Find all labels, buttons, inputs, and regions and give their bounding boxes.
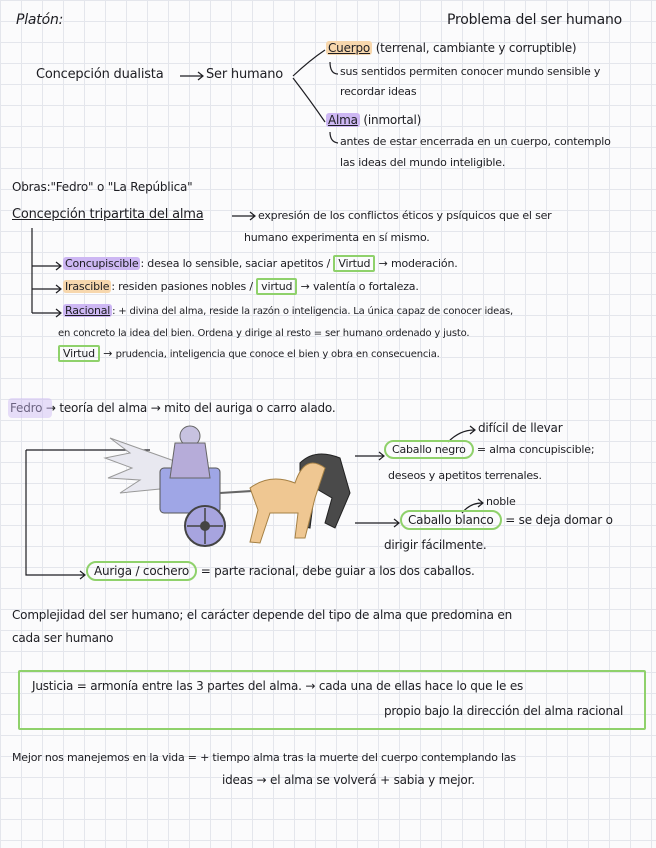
racional-label: Racional	[65, 304, 111, 317]
page-title: Platón:	[16, 12, 64, 28]
dualista-label: Concepción dualista	[36, 67, 164, 82]
ser-humano-label: Ser humano	[206, 67, 284, 82]
irascible-text: : residen pasiones nobles /	[111, 280, 253, 293]
caballo-blanco-line	[400, 514, 613, 528]
concupiscible-text: : desea lo sensible, saciar apetitos /	[140, 257, 331, 270]
concupiscible-line	[63, 258, 458, 271]
virtud-text: prudencia, inteligencia que conoce el bien y obra en consecuencia.	[115, 349, 440, 360]
caballo-negro-line	[384, 444, 594, 457]
fedro-line	[10, 402, 335, 416]
tripartita-desc-1: expresión de los conflictos éticos y psíquicos que el ser	[258, 209, 552, 222]
virtud-line	[58, 348, 440, 361]
auriga-text: = parte racional, debe guiar a los dos caballos.	[200, 564, 475, 578]
complejidad-line-2: cada ser humano	[12, 631, 114, 645]
cuerpo-detail-1: sus sentidos permiten conocer mundo sensible y	[340, 65, 601, 78]
alma-label: Alma	[328, 113, 358, 127]
auriga-line	[86, 565, 475, 579]
justicia-line-1: Justicia = armonía entre las 3 partes del alma. → cada una de ellas hace lo que le es	[32, 679, 524, 693]
caballo-negro-text: = alma concupiscible;	[476, 443, 595, 456]
irascible-line	[63, 281, 419, 294]
noble-text: noble	[486, 495, 516, 508]
virtud-arrow: →	[103, 347, 113, 360]
caballo-blanco-text-2: dirigir fácilmente.	[384, 538, 487, 552]
alma-detail-1: antes de estar encerrada en un cuerpo, contemplo	[340, 135, 611, 148]
caballo-blanco-label: Caballo blanco	[400, 510, 502, 530]
irascible-virtud: virtud	[256, 278, 297, 295]
justicia-line-2: propio bajo la dirección del alma racional	[384, 704, 624, 718]
cuerpo-label: Cuerpo	[328, 41, 371, 55]
concupiscible-end: moderación.	[390, 257, 458, 270]
tripartita-title: Concepción tripartita del alma	[12, 207, 204, 222]
irascible-end: valentía o fortaleza.	[312, 280, 419, 293]
complejidad-line-1: Complejidad del ser humano; el carácter depende del tipo de alma que predomina en	[12, 608, 512, 622]
mejor-line-1: Mejor nos manejemos en la vida = + tiempo alma tras la muerte del cuerpo contemplando las	[12, 751, 516, 764]
page-subtitle: Problema del ser humano	[447, 12, 623, 28]
racional-line	[63, 305, 513, 318]
cuerpo-desc: (terrenal, cambiante y corruptible)	[375, 41, 577, 55]
dificil-text: difícil de llevar	[478, 421, 563, 435]
cuerpo-line	[326, 42, 576, 56]
caballo-negro-text-2: deseos y apetitos terrenales.	[388, 469, 542, 482]
alma-line	[326, 114, 421, 128]
caballo-blanco-text: = se deja domar o	[505, 513, 613, 527]
concupiscible-arrow: →	[378, 257, 388, 270]
irascible-label: Irascible	[65, 280, 110, 293]
fedro-line-text: Fedro → teoría del alma → mito del auriga o carro alado.	[10, 401, 336, 415]
virtud-label: Virtud	[58, 345, 100, 362]
racional-text: : + divina del alma, reside la razón o inteligencia. La única capaz de conocer ideas,	[112, 306, 514, 317]
obras-line: Obras:"Fedro" o "La República"	[12, 180, 193, 194]
fedro-highlight	[8, 398, 52, 418]
mejor-line-2: ideas → el alma se volverá + sabia y mejor.	[222, 773, 475, 787]
concupiscible-virtud: Virtud	[333, 255, 375, 272]
irascible-arrow: →	[300, 280, 310, 293]
chariot-illustration	[100, 418, 370, 553]
tripartita-desc-2: humano experimenta en sí mismo.	[244, 231, 430, 244]
concupiscible-label: Concupiscible	[65, 257, 139, 270]
caballo-negro-label: Caballo negro	[384, 440, 474, 459]
racional-line-2: en concreto la idea del bien. Ordena y dirige al resto = ser humano ordenado y justo.	[58, 328, 470, 339]
cuerpo-detail-2: recordar ideas	[340, 85, 417, 98]
alma-desc: (inmortal)	[363, 113, 422, 127]
auriga-label: Auriga / cochero	[86, 561, 197, 581]
alma-detail-2: las ideas del mundo inteligible.	[340, 156, 506, 169]
